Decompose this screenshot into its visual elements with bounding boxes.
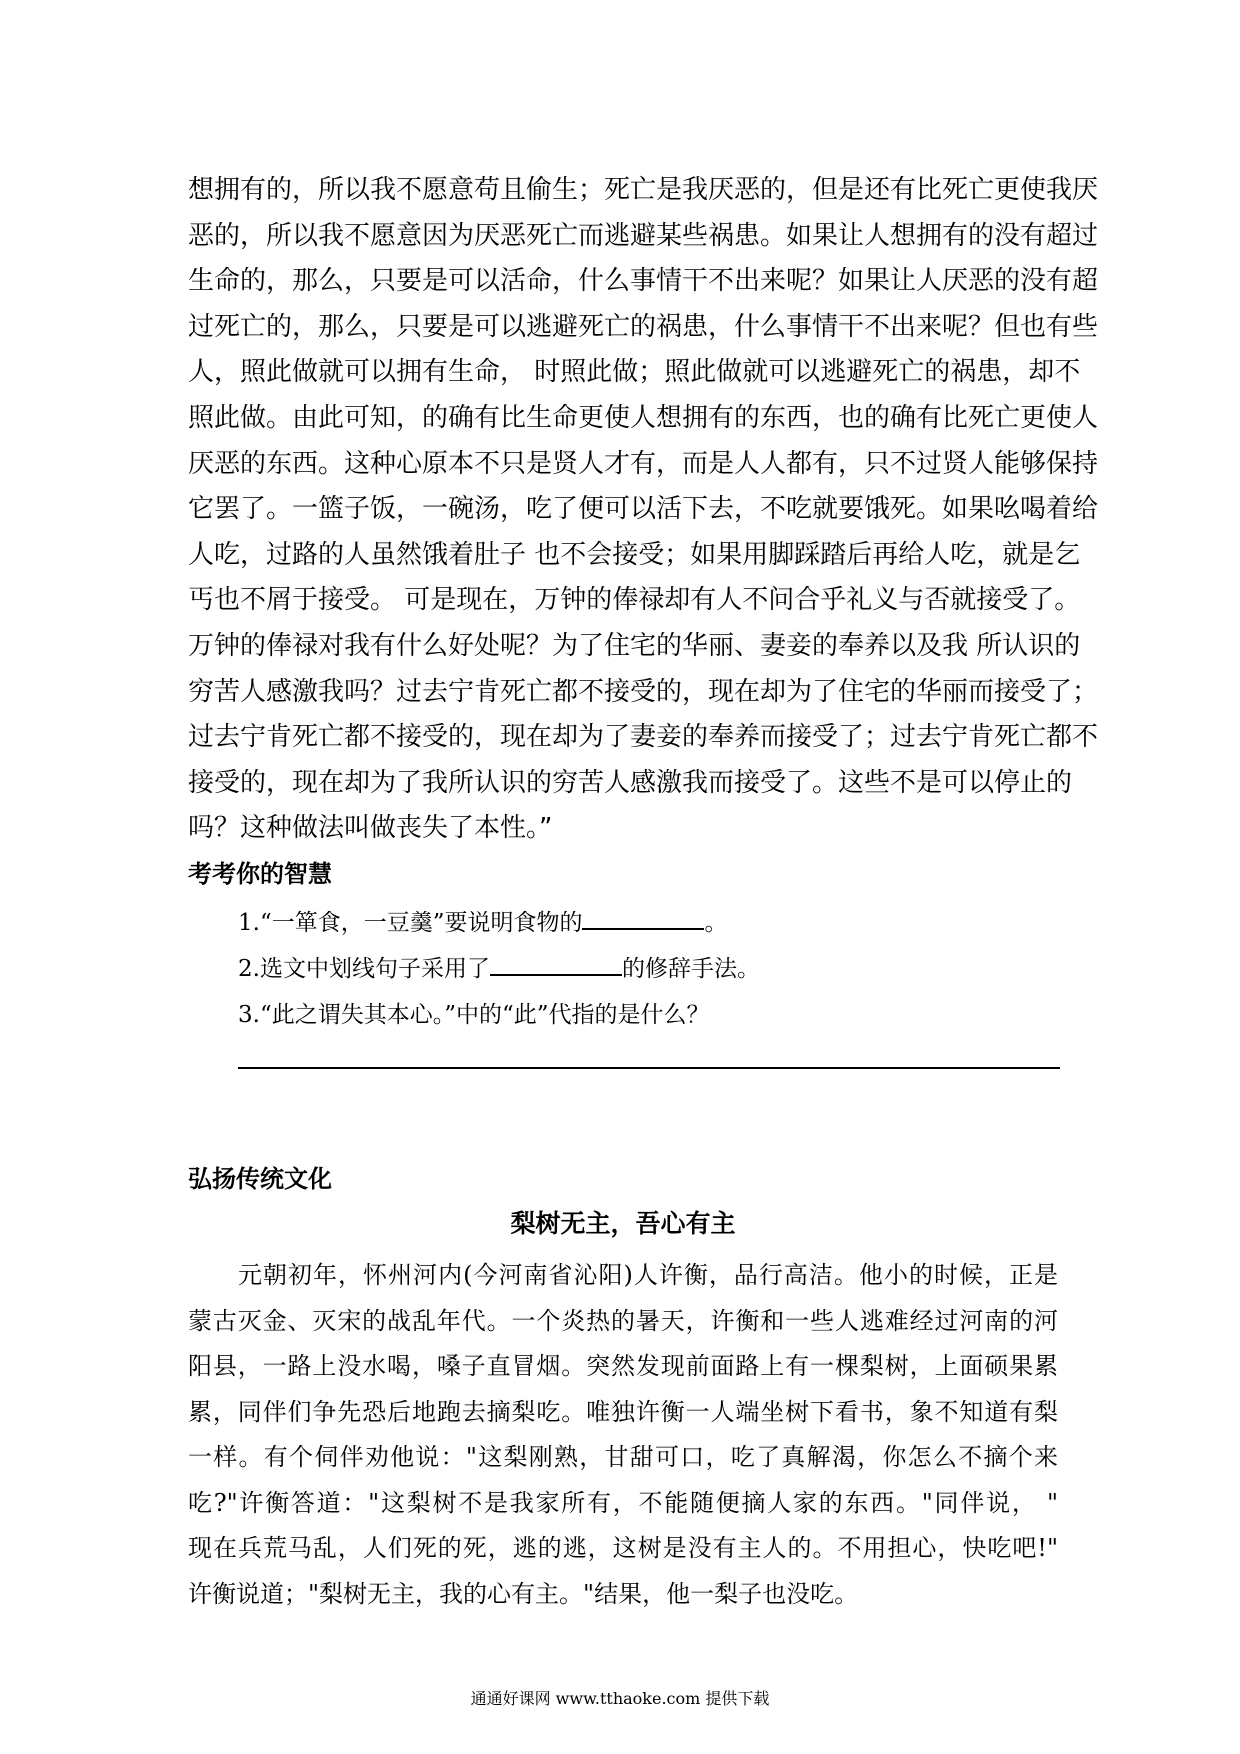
passage-line: 照此做。由此可知，的确有比生命更使人想拥有的东西，也的确有比死亡更使人 xyxy=(188,402,1099,433)
passage-line: 人，照此做就可以拥有生命， 时照此做；照此做就可以逃避死亡的祸患，却不 xyxy=(188,357,1081,388)
question-1 xyxy=(238,900,760,946)
passage-line: 过去宁肯死亡都不接受的，现在却为了妻妾的奉养而接受了；过去宁肯死亡都不 xyxy=(188,722,1099,753)
quiz-questions xyxy=(238,900,760,1038)
story-text xyxy=(188,1253,1058,1617)
passage-line: 它罢了。一篮子饭，一碗汤，吃了便可以活下去，不吃就要饿死。如果吆喝着给 xyxy=(188,494,1099,525)
passage-line: 想拥有的，所以我不愿意苟且偷生；死亡是我厌恶的，但是还有比死亡更使我厌 xyxy=(188,175,1099,205)
passage-line: 恶的，所以我不愿意因为厌恶死亡而逃避某些祸患。如果让人想拥有的没有超过 xyxy=(188,220,1099,251)
story-line: 元朝初年，怀州河内(今河南省沁阳)人许衡，品行高洁。他小的时候，正是 xyxy=(238,1261,1058,1289)
passage-line: 厌恶的东西。这种心原本不只是贤人才有，而是人人都有，只不过贤人能够保持 xyxy=(188,448,1099,479)
question-3: 3.“此之谓失其本心。”中的“此”代指的是什么？ xyxy=(238,1002,710,1028)
quiz-heading: 考考你的智慧 xyxy=(188,860,332,888)
culture-heading: 弘扬传统文化 xyxy=(188,1165,332,1193)
story-line: 现在兵荒马乱，人们死的死，逃的逃，这树是没有主人的。不用担心，快吃吧!" xyxy=(188,1534,1058,1562)
translation-passage xyxy=(188,168,1099,852)
question-2-text: 2.选文中划线句子采用了 xyxy=(238,956,490,982)
answer-blank-2[interactable] xyxy=(490,948,622,976)
passage-line: 接受的，现在却为了我所认识的穷苦人感激我而接受了。这些不是可以停止的 xyxy=(188,767,1073,798)
story-line: 蒙古灭金、灭宋的战乱年代。一个炎热的暑天，许衡和一些人逃难经过河南的河 xyxy=(188,1306,1058,1335)
page-footer: 通通好课网 www.tthaoke.com 提供下载 xyxy=(470,1689,770,1708)
story-line: 吃?"许衡答道："这梨树不是我家所有，不能随便摘人家的东西。"同伴说， " xyxy=(188,1488,1058,1517)
passage-line: 丐也不屑于接受。 可是现在，万钟的俸禄却有人不问合乎礼义与否就接受了。 xyxy=(188,585,1081,616)
passage-line: 万钟的俸禄对我有什么好处呢？为了住宅的华丽、妻妾的奉养以及我 所认识的 xyxy=(188,630,1081,661)
story-line: 一样。有个伺伴劝他说："这梨刚熟，甘甜可口，吃了真解渴，你怎么不摘个来 xyxy=(188,1443,1058,1471)
story-line: 累，同伴们争先恐后地跑去摘梨吃。唯独许衡一人端坐树下看书，象不知道有梨 xyxy=(188,1397,1058,1426)
story-title: 梨树无主，吾心有主 xyxy=(510,1209,736,1238)
passage-line: 过死亡的，那么，只要是可以逃避死亡的祸患，什么事情干不出来呢？但也有些 xyxy=(188,311,1099,342)
answer-blank-1[interactable] xyxy=(582,902,704,930)
question-1-end: 。 xyxy=(704,910,728,936)
passage-line: 吗？这种做法叫做丧失了本性。” xyxy=(188,813,553,844)
question-2-end: 的修辞手法。 xyxy=(621,956,760,982)
passage-line: 生命的，那么，只要是可以活命，什么事情干不出来呢？如果让人厌恶的没有超 xyxy=(188,266,1099,297)
story-line: 许衡说道；"梨树无主，我的心有主。"结果，他一梨子也没吃。 xyxy=(188,1579,859,1608)
story-line: 阳县，一路上没水喝，嗓子直冒烟。突然发现前面路上有一棵梨树，上面硕果累 xyxy=(188,1352,1058,1380)
question-1-text: 1.“一箪食，一豆羹”要说明食物的 xyxy=(238,910,583,936)
section-divider xyxy=(238,1067,1060,1069)
passage-line: 人吃，过路的人虽然饿着肚子 也不会接受；如果用脚踩踏后再给人吃，就是乞 xyxy=(188,539,1081,570)
passage-line: 穷苦人感激我吗？过去宁肯死亡都不接受的，现在却为了住宅的华丽而接受了； xyxy=(188,676,1099,707)
question-2 xyxy=(238,946,760,992)
